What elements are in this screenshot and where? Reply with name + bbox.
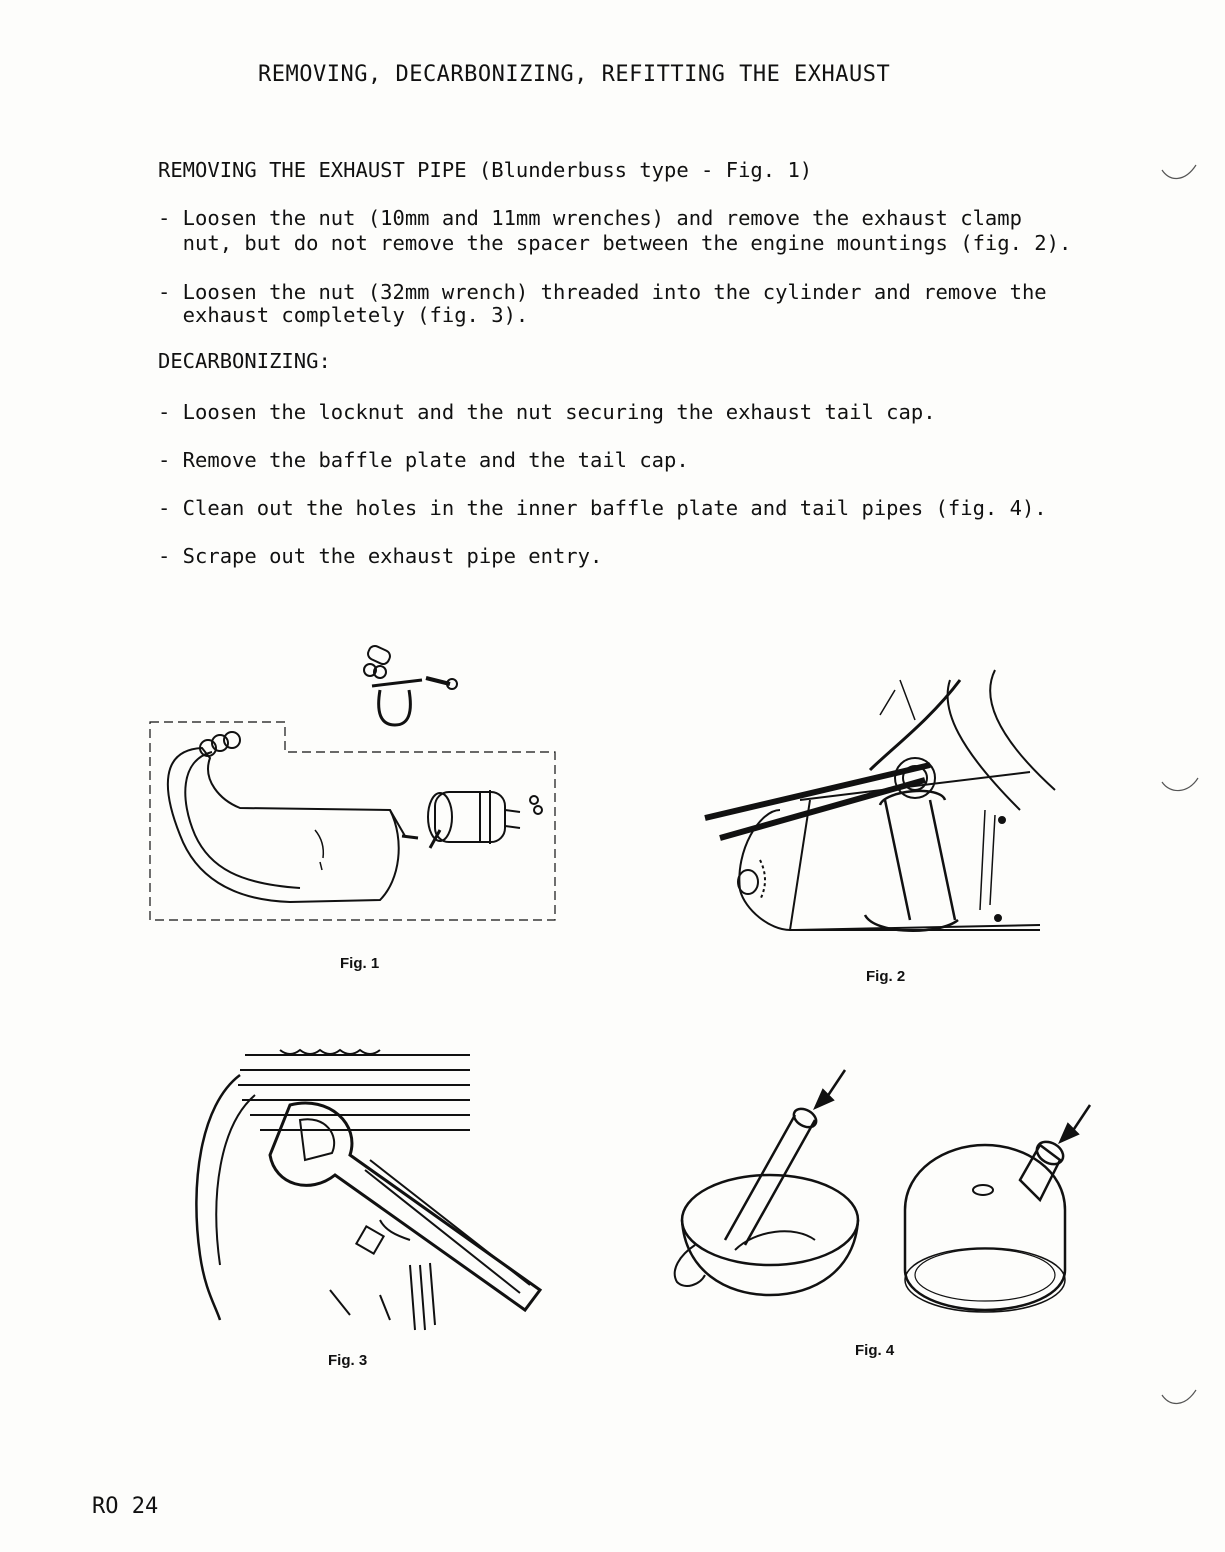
step-loosen-cylinder-nut-line1: - Loosen the nut (32mm wrench) threaded into the cylinder and remove the	[158, 280, 1047, 304]
margin-mark-middle	[1160, 770, 1205, 800]
step-loosen-clamp-nut-line2: nut, but do not remove the spacer between the engine mountings (fig. 2).	[158, 231, 1072, 255]
page-title: REMOVING, DECARBONIZING, REFITTING THE EXHAUST	[258, 62, 891, 87]
step-loosen-clamp-nut-line1: - Loosen the nut (10mm and 11mm wrenches) and remove the exhaust clamp	[158, 206, 1022, 230]
figure-3-wrench-cylinder	[180, 1035, 560, 1335]
figure-1-caption: Fig. 1	[340, 955, 380, 972]
step-loosen-cylinder-nut-line2: exhaust completely (fig. 3).	[158, 303, 529, 327]
section-heading-decarbonizing: DECARBONIZING:	[158, 349, 331, 373]
figure-1-exhaust-exploded	[140, 640, 570, 940]
figure-2-caption: Fig. 2	[866, 968, 906, 985]
step-scrape-entry: - Scrape out the exhaust pipe entry.	[158, 544, 603, 568]
page-number: RO 24	[92, 1494, 159, 1519]
figure-3-caption: Fig. 3	[328, 1352, 368, 1369]
figure-2-clamp-spanner	[700, 660, 1060, 950]
section-heading-removing: REMOVING THE EXHAUST PIPE (Blunderbuss type - Fig. 1)	[158, 158, 813, 182]
step-loosen-locknut: - Loosen the locknut and the nut securing the exhaust tail cap.	[158, 400, 936, 424]
figure-4-caption: Fig. 4	[855, 1342, 895, 1359]
margin-mark-bottom	[1160, 1385, 1200, 1415]
figure-4-baffle-tailcap	[665, 1060, 1105, 1350]
margin-mark-top	[1160, 160, 1200, 190]
step-clean-holes: - Clean out the holes in the inner baffle plate and tail pipes (fig. 4).	[158, 496, 1047, 520]
step-remove-baffle: - Remove the baffle plate and the tail cap.	[158, 448, 689, 472]
